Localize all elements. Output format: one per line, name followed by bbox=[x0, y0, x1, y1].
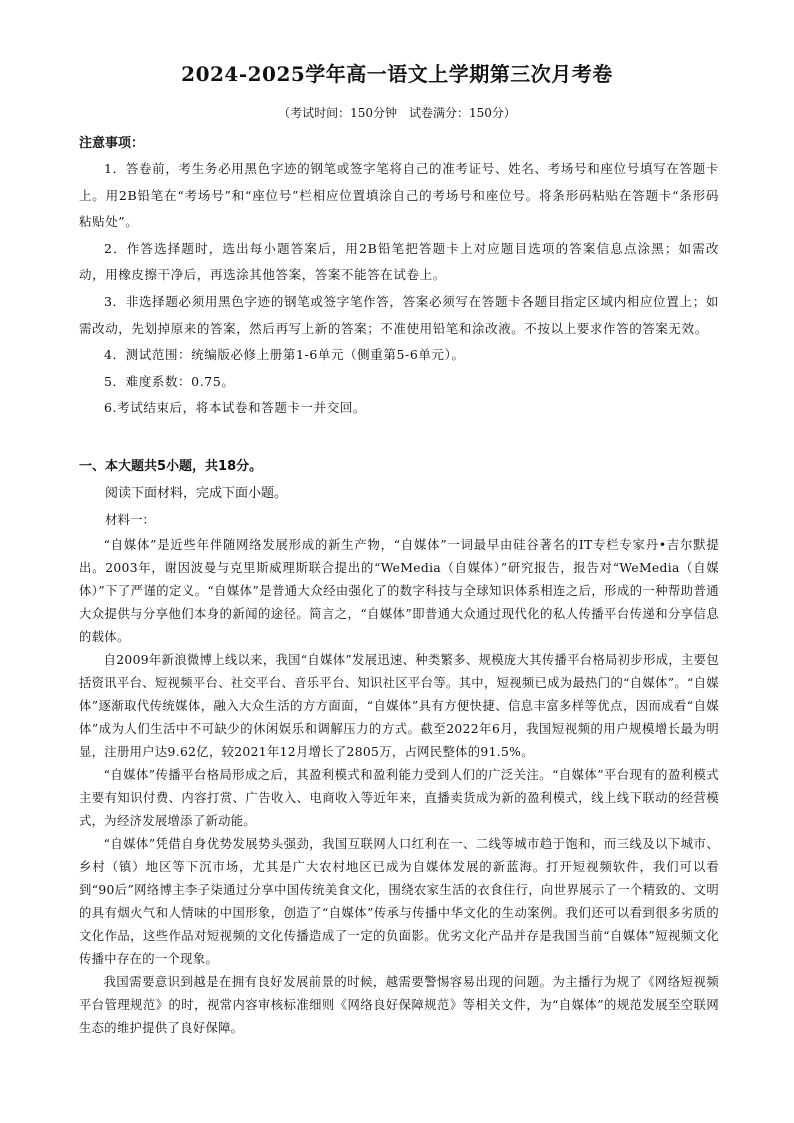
notice-heading: 注意事项： bbox=[79, 136, 145, 151]
passage-paragraph: “自媒体”是近些年伴随网络发展形成的新生产物，“自媒体”一词最早由硅谷著名的IT专栏专家丹•吉尔默提出。2003年，谢因波曼与克里斯威理斯联合提出的“WeMedia（自媒体）”研究报告，报告对“WeMedia（自媒体）”下了严谨的定义。“自媒体”是普通大众经由强化了的数字科技与全球知识体系相连之后，形成的一种帮助普通大众提供与分享他们本身的新闻的途径。简言之，“自媒体”即普通大众通过现代化的私人传播平台传递和分享信息的载体。 bbox=[79, 538, 719, 644]
notice-item: 4．测试范围：统编版必修上册第1-6单元（侧重第5-6单元）。 bbox=[104, 347, 465, 363]
passage-paragraph: “自媒体”凭借自身优势发展势头强劲，我国互联网人口红利在一、二线等城市趋于饱和，而三线及以下城市、乡村（镇）地区等下沉市场，尤其是广大农村地区已成为自媒体发展的新蓝海。打开短视频软件，我们可以看到“90后”网络博主李子柒通过分享中国传统美食文化，围绕农家生活的衣食住行，向世界展示了一个精致的、文明的具有烟火气和人情味的中国形象，创造了“自媒体”传承与传播中华文化的生动案例。我们还可以看到很多劣质的文化作品，这些作品对短视频的文化传播造成了一定的负面影。优劣文化产品并存是我国当前“自媒体”短视频文化传播中存在的一个现象。 bbox=[79, 837, 719, 966]
notice-item: 5．难度系数：0.75。 bbox=[104, 373, 235, 389]
notice-list bbox=[79, 156, 719, 422]
section-heading: 一、本大题共5小题，共18分。 bbox=[79, 459, 263, 474]
reading-passage bbox=[79, 534, 719, 1040]
passage-paragraph: 我国需要意识到越是在拥有良好发展前景的时候，越需要警惕容易出现的问题。为主播行为规了《网络短视频平台管理规范》的时，视常内容审核标准细则《网络良好保障规范》等相关文件，为“自媒体”的规范发展至空联网生态的维护提供了良好保障。 bbox=[79, 975, 719, 1035]
notice-item: 3．非选择题必须用黑色字迹的钢笔或签字笔作答，答案必须写在答题卡各题目指定区域内相应位置上；如需改动，先划掉原来的答案，然后再写上新的答案；不准使用铅笔和涂改液。不按以上要求作答的答案无效。 bbox=[79, 293, 719, 336]
notice-item: 2．作答选择题时，选出每小题答案后，用2B铅笔把答题卡上对应题目选项的答案信息点涂黑；如需改动，用橡皮擦干净后，再选涂其他答案，答案不能答在试卷上。 bbox=[79, 240, 719, 283]
exam-subtitle: （考试时间：150分钟 试卷满分：150分） bbox=[278, 106, 516, 120]
notice-item: 1．答卷前，考生务必用黑色字迹的钢笔或签字笔将自己的准考证号、姓名、考场号和座位号填写在答题卡上。用2B铅笔在“考场号”和“座位号”栏相应位置填涂自己的考场号和座位号。将条形码粘贴在答题卡“条形码粘贴处”。 bbox=[79, 161, 719, 230]
exam-title: 2024-2025学年高一语文上学期第三次月考卷 bbox=[181, 62, 613, 86]
material-label: 材料一： bbox=[105, 512, 156, 527]
passage-paragraph: “自媒体”传播平台格局形成之后，其盈利模式和盈利能力受到人们的广泛关注。“自媒体”平台现有的盈利模式主要有知识付费、内容打赏、广告收入、电商收入等近年来，直播卖货成为新的盈利模式，线上线下联动的经营模式，为经济发展增添了新动能。 bbox=[79, 768, 719, 828]
passage-paragraph: 自2009年新浪微博上线以来，我国“自媒体”发展迅速、种类繁多、规模庞大其传播平台格局初步形成，主要包括资讯平台、短视频平台、社交平台、音乐平台、知识社区平台等。其中，短视频已成为最热门的“自媒体”。“自媒体”逐渐取代传统媒体，融入大众生活的方方面面，“自媒体”具有方便快捷、信息丰富多样等优点，因而成看“自媒体”成为人们生活中不可缺少的休闲娱乐和调解压力的方式。截至2022年6月，我国短视频的用户规模增长最为明显，注册用户达9.62亿，较2021年12月增长了2805万，占网民整体的91.5%。 bbox=[79, 653, 719, 759]
reading-instruction: 阅读下面材料，完成下面小题。 bbox=[105, 486, 288, 501]
notice-item: 6.考试结束后，将本试卷和答题卡一并交回。 bbox=[104, 400, 367, 416]
